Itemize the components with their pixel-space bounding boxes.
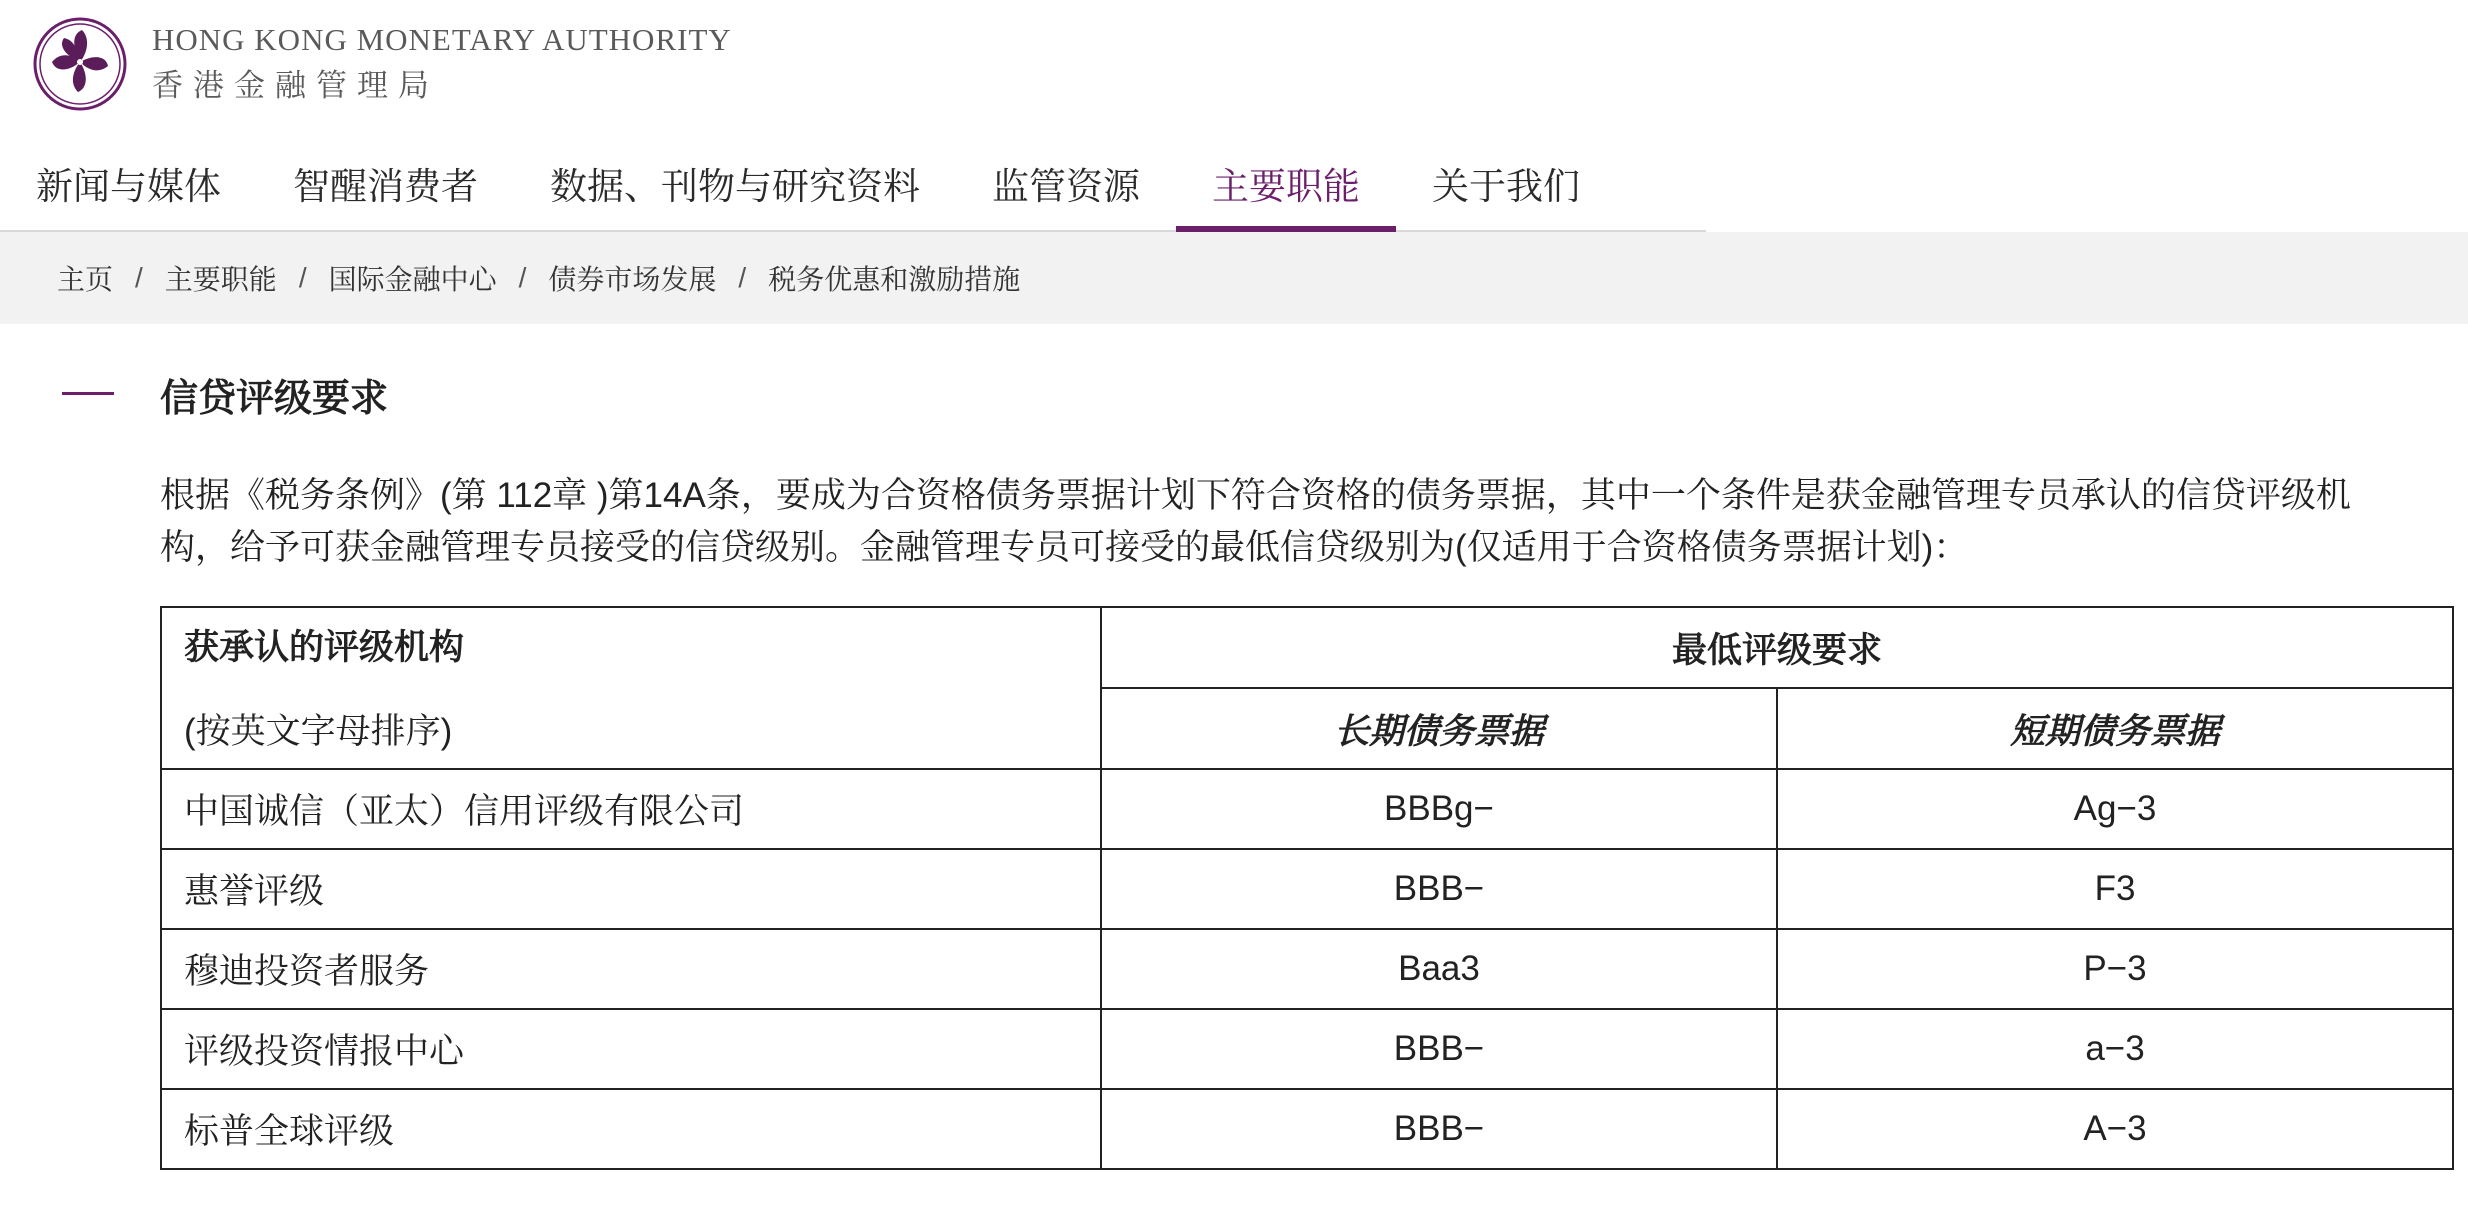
header-agency-note: (按英文字母排序) — [184, 712, 453, 751]
table-row — [161, 1009, 2453, 1089]
agency-cell: 评级投资情报中心 — [161, 1009, 1101, 1089]
agency-cell: 中国诚信（亚太）信用评级有限公司 — [161, 769, 1101, 849]
nav-item-smart-consumers[interactable]: 智醒消费者 — [293, 166, 478, 207]
breadcrumb-bond-market[interactable]: 债券市场发展 — [548, 264, 717, 295]
breadcrumb — [0, 232, 2468, 324]
breadcrumb-separator: / — [298, 262, 307, 293]
breadcrumb-key-functions[interactable]: 主要职能 — [164, 264, 277, 295]
intro-paragraph: 根据《税务条例》(第 112章 )第14A条，要成为合资格债务票据计划下符合资格的债务票据，其中一个条件是获金融管理专员承认的信贷评级机构，给予可获金融管理专员接受的信贷级别。金融管理专员可接受的最低信贷级别为(仅适用于合资格债务票据计划)： — [160, 476, 2351, 567]
agency-cell: 惠誉评级 — [161, 849, 1101, 929]
short-term-cell: P−3 — [1777, 929, 2453, 1009]
breadcrumb-separator: / — [738, 262, 747, 293]
ratings-table — [160, 606, 2454, 1170]
breadcrumb-tax-incentives[interactable]: 税务优惠和激励措施 — [768, 264, 1021, 295]
long-term-cell: BBB− — [1101, 1089, 1777, 1169]
breadcrumb-home[interactable]: 主页 — [57, 264, 114, 295]
section-title: 信贷评级要求 — [160, 378, 389, 420]
table-row — [161, 929, 2453, 1009]
table-row — [161, 1089, 2453, 1169]
bauhinia-logo-icon — [32, 16, 128, 112]
long-term-cell: BBB− — [1101, 1009, 1777, 1089]
breadcrumb-separator: / — [135, 262, 143, 293]
agency-cell: 标普全球评级 — [161, 1089, 1101, 1169]
nav-item-about-us[interactable]: 关于我们 — [1432, 166, 1580, 207]
org-name-zh: 香港金融管理局 — [152, 68, 439, 104]
hkma-logo[interactable] — [32, 16, 128, 112]
header-agency-title: 获承认的评级机构 — [184, 628, 465, 667]
short-term-cell: Ag−3 — [1777, 769, 2453, 849]
nav-item-data-publications[interactable]: 数据、刊物与研究资料 — [550, 166, 920, 207]
long-term-cell: BBBg− — [1101, 769, 1777, 849]
table-row — [161, 769, 2453, 849]
long-term-cell: BBB− — [1101, 849, 1777, 929]
nav-item-news-media[interactable]: 新闻与媒体 — [36, 166, 221, 207]
table-header-row — [161, 607, 2453, 688]
header-long-term: 长期债务票据 — [1101, 688, 1777, 769]
org-name-en: HONG KONG MONETARY AUTHORITY — [152, 22, 732, 57]
nav-item-regulatory-resources[interactable]: 监管资源 — [992, 166, 1140, 207]
short-term-cell: F3 — [1777, 849, 2453, 929]
header-short-term: 短期债务票据 — [1777, 688, 2453, 769]
header-min-rating: 最低评级要求 — [1101, 607, 2453, 688]
long-term-cell: Baa3 — [1101, 929, 1777, 1009]
agency-cell: 穆迪投资者服务 — [161, 929, 1101, 1009]
breadcrumb-separator: / — [518, 262, 527, 293]
header-agency — [161, 607, 1101, 769]
nav-item-key-functions[interactable]: 主要职能 — [1176, 136, 1396, 230]
main-nav — [0, 136, 1706, 232]
table-row — [161, 849, 2453, 929]
section-dash-marker — [62, 392, 114, 395]
short-term-cell: a−3 — [1777, 1009, 2453, 1089]
breadcrumb-ifc[interactable]: 国际金融中心 — [328, 264, 497, 295]
short-term-cell: A−3 — [1777, 1089, 2453, 1169]
